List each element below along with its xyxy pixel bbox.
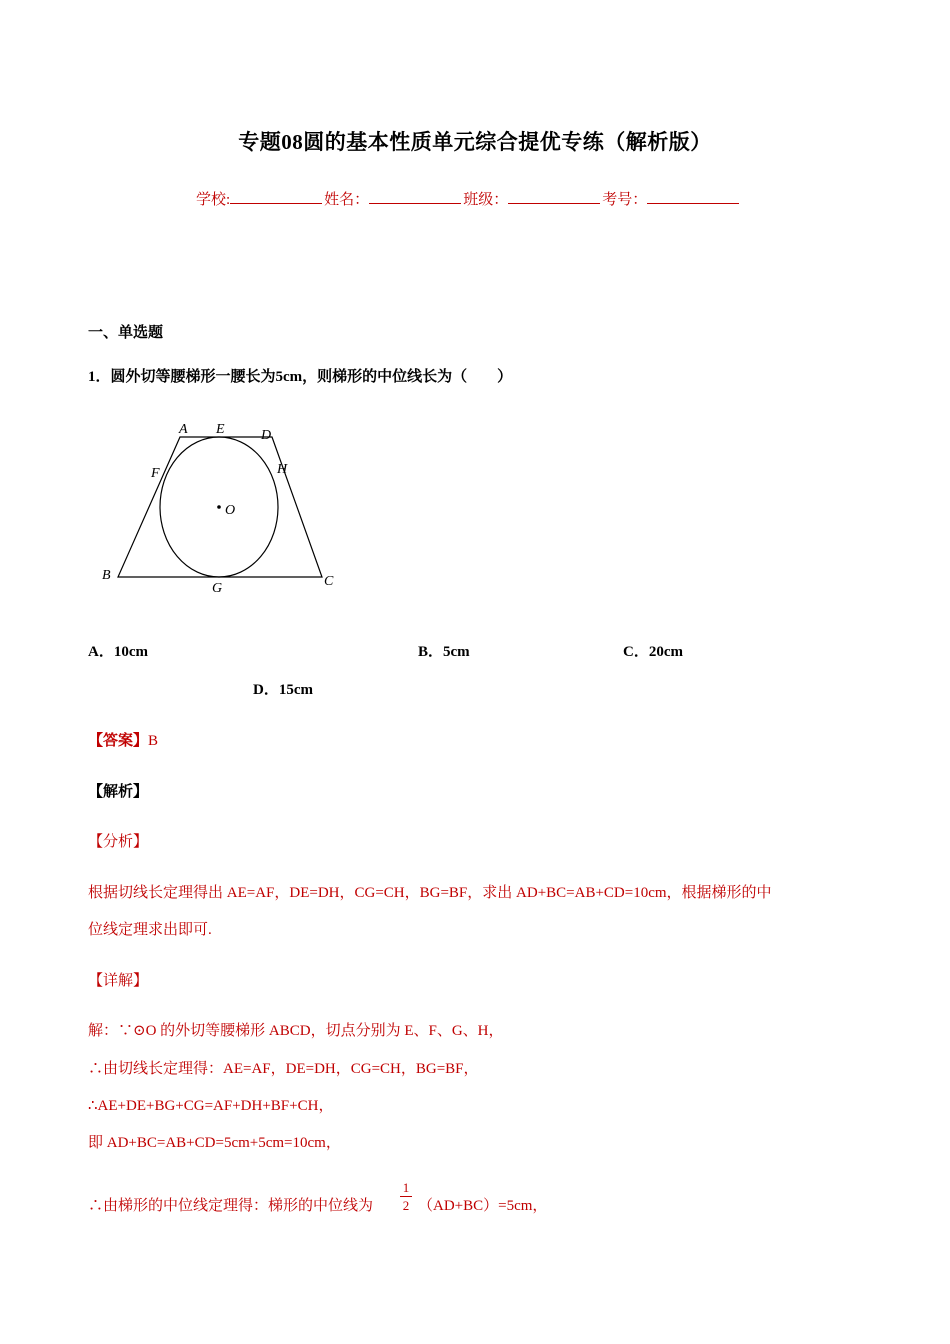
exam-no-blank[interactable] bbox=[647, 189, 739, 204]
detail-line-2: ∴由切线长定理得：AE=AF，DE=DH，CG=CH，BG=BF， bbox=[88, 1061, 479, 1077]
detail-line-1: 解：∵⊙O 的外切等腰梯形 ABCD，切点分别为 E、F、G、H， bbox=[88, 1023, 504, 1039]
label-d: D bbox=[261, 428, 272, 443]
last-line-suffix: （AD+BC）=5cm， bbox=[418, 1198, 548, 1214]
option-d[interactable]: D．15cm bbox=[253, 682, 313, 698]
option-c[interactable]: C．20cm bbox=[623, 644, 683, 660]
class-blank[interactable] bbox=[508, 189, 600, 204]
exam-no-label: 考号： bbox=[602, 192, 648, 208]
fenxi-line-1: 根据切线长定理得出 AE=AF，DE=DH，CG=CH，BG=BF，求出 AD+BC=AB+CD=10cm，根据梯形的中 bbox=[88, 885, 772, 901]
label-f: F bbox=[151, 466, 160, 481]
fraction-denominator: 2 bbox=[402, 1198, 410, 1213]
name-blank[interactable] bbox=[369, 189, 461, 204]
fenxi-heading: 【分析】 bbox=[88, 834, 149, 850]
fraction-one-half bbox=[400, 1180, 412, 1213]
page-title: 专题08圆的基本性质单元综合提优专练（解析版） bbox=[238, 130, 712, 154]
detail-line-4: 即 AD+BC=AB+CD=5cm+5cm=10cm， bbox=[88, 1135, 341, 1151]
analysis-heading: 【解析】 bbox=[88, 784, 149, 800]
label-b: B bbox=[102, 568, 111, 583]
label-h: H bbox=[277, 462, 288, 477]
fraction-bar bbox=[400, 1196, 412, 1197]
label-e: E bbox=[216, 422, 225, 437]
option-b[interactable]: B．5cm bbox=[418, 644, 470, 660]
class-label: 班级： bbox=[463, 192, 509, 208]
name-label: 姓名： bbox=[324, 192, 370, 208]
label-c: C bbox=[324, 574, 334, 589]
option-a[interactable]: A．10cm bbox=[88, 644, 148, 660]
detail-heading: 【详解】 bbox=[88, 973, 149, 989]
trapezoid-figure bbox=[95, 415, 355, 600]
center-point bbox=[217, 505, 221, 509]
school-label: 学校: bbox=[196, 192, 231, 208]
label-a: A bbox=[179, 422, 188, 437]
answer-label: 【答案】 bbox=[88, 733, 149, 749]
fraction-numerator: 1 bbox=[402, 1180, 410, 1195]
answer-line bbox=[88, 729, 158, 750]
answer-value: B bbox=[148, 733, 159, 749]
question-text: 1．圆外切等腰梯形一腰长为5cm，则梯形的中位线长为（ ） bbox=[88, 369, 513, 385]
school-blank[interactable] bbox=[230, 189, 322, 204]
detail-line-3: ∴AE+DE+BG+CG=AF+DH+BF+CH， bbox=[88, 1098, 334, 1114]
label-g: G bbox=[212, 581, 223, 596]
student-info-line bbox=[196, 188, 741, 209]
fenxi-line-2: 位线定理求出即可. bbox=[88, 922, 212, 938]
section-heading: 一、单选题 bbox=[88, 325, 164, 341]
label-o: O bbox=[225, 503, 236, 518]
last-line-prefix: ∴由梯形的中位线定理得：梯形的中位线为 bbox=[88, 1198, 374, 1214]
